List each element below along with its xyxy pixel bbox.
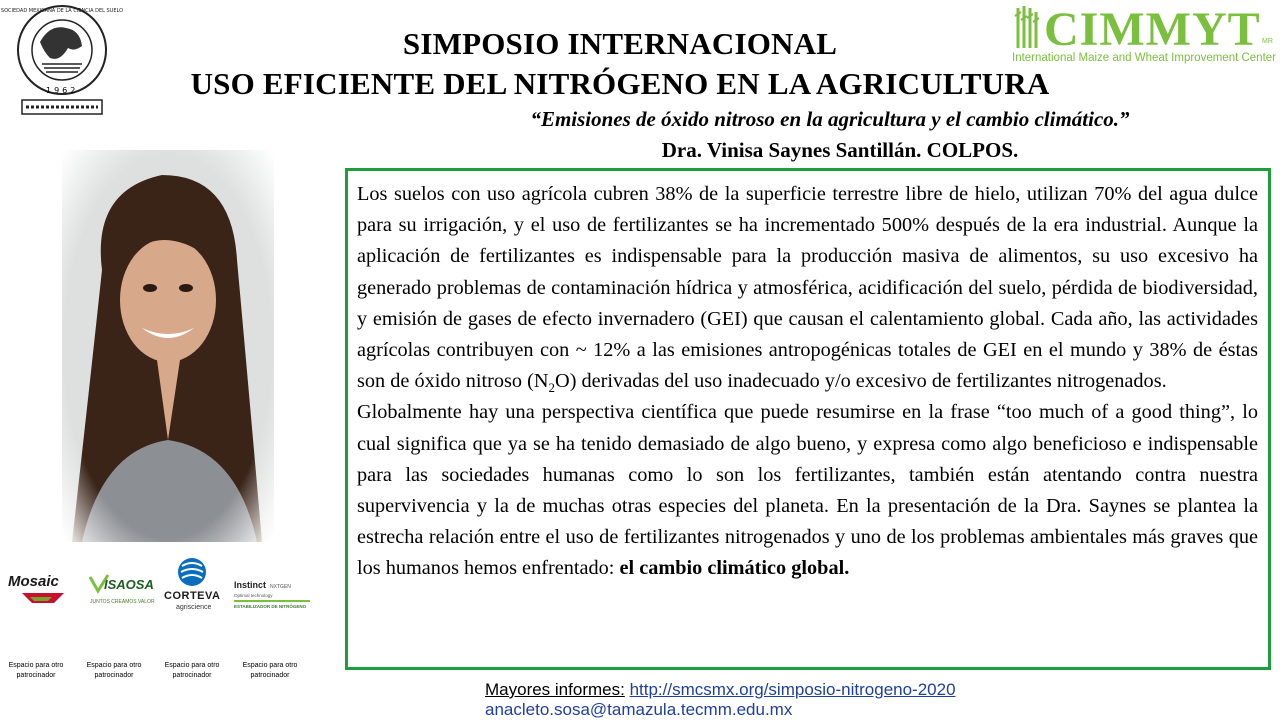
footer-email[interactable]: anacleto.sosa@tamazula.tecmm.edu.mx: [485, 700, 793, 719]
sponsor-placeholder-4: Espacio para otro patrocinador: [242, 662, 298, 679]
isaosa-tagline: JUNTOS CREAMOS VALOR: [90, 599, 155, 605]
mosaic-name: Mosaic: [8, 573, 59, 590]
abstract-p2-bold: el cambio climático global.: [619, 557, 850, 580]
abstract-p2-text: Globalmente hay una perspectiva científica que puede resumirse en la frase “too much of a good thing”, lo cual significa que ya se ha tenido demasiado de algo bueno, y expresa como algo beneficioso e indispensable para las sociedades humanas como lo son los fertilizantes, también están atentando contra nuestra supervivencia y la de muchas otras especies del planeta. En la presentación de la Dra. Saynes se plantea la estrecha relación entre el uso de fertilizantes nitrogenados y uno de los problemas ambientales más graves que los humanos hemos enfrentado:: [357, 401, 1258, 580]
corteva-sub: agriscience: [176, 604, 212, 611]
sponsor-instinct-logo: [234, 575, 314, 609]
footer-info: [485, 680, 956, 700]
abstract-paragraph-2: [357, 397, 1258, 584]
cimmyt-mark: MR: [1262, 38, 1273, 45]
abstract-p1-text: Los suelos con uso agrícola cubren 38% de la superficie terrestre libre de hielo, utilizan 70% del agua dulce para su irrigación, y el uso de fertilizantes se ha incrementado 500% después de la era industrial. Aunque la aplicación de fertilizantes es indispensable para la producción masiva de alimentos, su uso excesivo ha generado problemas de contaminación hídrica y atmosférica, acidificación del suelo, pérdida de biodiversidad, y emisión de gases de efecto invernadero (GEI) que causan el calentamiento global. Cada año, las actividades agrícolas contribuyen con ~ 12% a las emisiones antropogénicas totales de GEI en el mundo y 38% de éstas son de óxido nitroso (N: [357, 183, 1258, 393]
cimmyt-name: CIMMYT: [1044, 3, 1261, 56]
footer-url-link[interactable]: http://smcsmx.org/simposio-nitrogeno-2020: [629, 680, 956, 699]
sponsor-placeholder-1: Espacio para otro patrocinador: [8, 662, 64, 679]
instinct-line-2: ESTABILIZADOR DE NITRÓGENO: [234, 604, 307, 609]
instinct-sup: NXTGEN: [270, 584, 291, 590]
instinct-name: Instinct: [234, 580, 267, 590]
sponsor-corteva-logo: [164, 556, 234, 616]
sponsor-mosaic-logo: [8, 573, 78, 607]
sponsor-placeholder-2: Espacio para otro patrocinador: [86, 662, 142, 679]
seal-year: 1962: [46, 86, 79, 95]
title-line-1: SIMPOSIO INTERNACIONAL: [402, 26, 838, 61]
cimmyt-subtitle: International Maize and Wheat Improvement Center: [1012, 52, 1276, 64]
isaosa-name: ISAOSA: [104, 577, 154, 592]
svg-text:SOCIEDAD MEXICANA DE LA CIENCI: SOCIEDAD MEXICANA DE LA CIENCIA DEL SUELO: [0, 8, 124, 14]
corteva-name: CORTEVA: [164, 590, 221, 602]
speaker-photo: [62, 150, 274, 542]
speaker-name: Dra. Vinisa Saynes Santillán. COLPOS.: [661, 138, 1019, 162]
title-line-2: USO EFICIENTE DEL NITRÓGENO EN LA AGRICULTURA: [190, 66, 1050, 101]
sponsor-isaosa-logo: [86, 571, 156, 611]
abstract-paragraph-1: [357, 179, 1258, 397]
abstract-p1-text-end: O) derivadas del uso inadecuado y/o excesivo de fertilizantes nitrogenados.: [555, 370, 1167, 393]
footer-label: Mayores informes:: [485, 680, 625, 699]
abstract-p1-subscript: 2: [548, 380, 556, 396]
abstract-box: [345, 168, 1271, 670]
corteva-mark-icon: [176, 556, 208, 588]
sponsor-placeholder-3: Espacio para otro patrocinador: [164, 662, 220, 679]
talk-title: “Emisiones de óxido nitroso en la agricultura y el cambio climático.”: [530, 107, 1130, 131]
instinct-line-1: Optimal technology: [234, 593, 273, 598]
instinct-divider: [234, 600, 310, 602]
